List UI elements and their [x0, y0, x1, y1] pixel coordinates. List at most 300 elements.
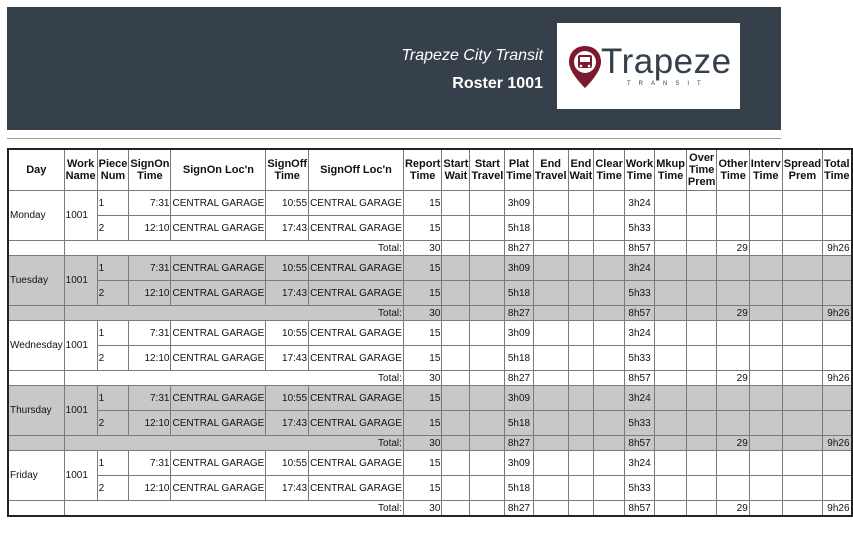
- other-time-cell: [717, 281, 749, 306]
- day-cell-blank: [8, 501, 64, 517]
- total-other-cell: 29: [717, 371, 749, 386]
- work-time-cell: 3h24: [624, 321, 654, 346]
- signoff-location-cell: CENTRAL GARAGE: [309, 256, 404, 281]
- report-time-cell: 15: [403, 451, 441, 476]
- overtime-prem-cell: [686, 321, 717, 346]
- clear-time-cell: [594, 411, 625, 436]
- signoff-time-cell: 10:55: [266, 386, 309, 411]
- clear-time-cell: [594, 386, 625, 411]
- total-work-cell: 8h57: [624, 436, 654, 451]
- end-travel-cell: [533, 321, 568, 346]
- start-travel-cell: [470, 216, 505, 241]
- report-time-cell: 15: [403, 386, 441, 411]
- table-row: [8, 216, 852, 241]
- total-other-cell: 29: [717, 501, 749, 517]
- mkup-time-cell: [655, 436, 687, 451]
- end-travel-cell: [533, 476, 568, 501]
- total-time-cell: [823, 191, 852, 216]
- spread-prem-cell: [782, 371, 822, 386]
- work-name-cell: 1001: [64, 321, 97, 371]
- day-cell-blank: [8, 436, 64, 451]
- signon-location-cell: CENTRAL GARAGE: [171, 216, 266, 241]
- total-row: [8, 241, 852, 256]
- work-time-cell: 3h24: [624, 386, 654, 411]
- interv-time-cell: [749, 321, 782, 346]
- total-report-cell: 30: [403, 436, 441, 451]
- total-label-cell: Total:: [64, 306, 403, 321]
- end-travel-cell: [533, 241, 568, 256]
- signoff-location-cell: CENTRAL GARAGE: [309, 411, 404, 436]
- column-header: SignOn Loc'n: [171, 149, 266, 191]
- end-wait-cell: [568, 436, 594, 451]
- piece-num-cell: 1: [97, 191, 129, 216]
- interv-time-cell: [749, 191, 782, 216]
- table-row: [8, 451, 852, 476]
- start-wait-cell: [442, 321, 470, 346]
- day-cell-blank: [8, 241, 64, 256]
- start-wait-cell: [442, 281, 470, 306]
- report-time-cell: 15: [403, 191, 441, 216]
- signoff-location-cell: CENTRAL GARAGE: [309, 476, 404, 501]
- report-time-cell: 15: [403, 346, 441, 371]
- signoff-location-cell: CENTRAL GARAGE: [309, 346, 404, 371]
- piece-num-cell: 2: [97, 476, 129, 501]
- day-cell: Friday: [8, 451, 64, 501]
- spread-prem-cell: [782, 241, 822, 256]
- company-name: Trapeze City Transit: [401, 47, 543, 64]
- start-travel-cell: [470, 476, 505, 501]
- total-time-cell: 9h26: [823, 501, 852, 517]
- end-travel-cell: [533, 501, 568, 517]
- report-time-cell: 15: [403, 411, 441, 436]
- end-travel-cell: [533, 216, 568, 241]
- end-wait-cell: [568, 216, 594, 241]
- plat-time-cell: 5h18: [505, 281, 533, 306]
- signoff-location-cell: CENTRAL GARAGE: [309, 451, 404, 476]
- work-name-cell: 1001: [64, 386, 97, 436]
- day-cell: Thursday: [8, 386, 64, 436]
- start-travel-cell: [470, 386, 505, 411]
- other-time-cell: [717, 451, 749, 476]
- work-time-cell: 5h33: [624, 346, 654, 371]
- column-header: Plat Time: [505, 149, 533, 191]
- start-travel-cell: [470, 411, 505, 436]
- overtime-prem-cell: [686, 281, 717, 306]
- overtime-prem-cell: [686, 346, 717, 371]
- column-header: Total Time: [823, 149, 852, 191]
- clear-time-cell: [594, 371, 625, 386]
- start-travel-cell: [470, 256, 505, 281]
- end-travel-cell: [533, 451, 568, 476]
- mkup-time-cell: [655, 306, 687, 321]
- trapeze-logo: [557, 23, 740, 109]
- interv-time-cell: [749, 281, 782, 306]
- spread-prem-cell: [782, 346, 822, 371]
- overtime-prem-cell: [686, 191, 717, 216]
- signon-time-cell: 7:31: [129, 191, 171, 216]
- signoff-location-cell: CENTRAL GARAGE: [309, 386, 404, 411]
- overtime-prem-cell: [686, 371, 717, 386]
- signoff-location-cell: CENTRAL GARAGE: [309, 216, 404, 241]
- start-travel-cell: [470, 451, 505, 476]
- spread-prem-cell: [782, 256, 822, 281]
- signon-time-cell: 12:10: [129, 346, 171, 371]
- end-travel-cell: [533, 281, 568, 306]
- end-wait-cell: [568, 346, 594, 371]
- start-travel-cell: [470, 371, 505, 386]
- total-row: [8, 501, 852, 517]
- interv-time-cell: [749, 306, 782, 321]
- end-wait-cell: [568, 321, 594, 346]
- total-other-cell: 29: [717, 241, 749, 256]
- total-plat-cell: 8h27: [505, 306, 533, 321]
- logo-subtext: TRANSIT: [627, 81, 709, 87]
- other-time-cell: [717, 476, 749, 501]
- overtime-prem-cell: [686, 411, 717, 436]
- signon-time-cell: 7:31: [129, 256, 171, 281]
- column-header: Spread Prem: [782, 149, 822, 191]
- spread-prem-cell: [782, 321, 822, 346]
- total-row: [8, 436, 852, 451]
- signoff-location-cell: CENTRAL GARAGE: [309, 321, 404, 346]
- end-wait-cell: [568, 306, 594, 321]
- total-time-cell: 9h26: [823, 306, 852, 321]
- work-time-cell: 3h24: [624, 191, 654, 216]
- signon-time-cell: 12:10: [129, 281, 171, 306]
- total-label-cell: Total:: [64, 436, 403, 451]
- interv-time-cell: [749, 346, 782, 371]
- start-wait-cell: [442, 241, 470, 256]
- total-time-cell: [823, 411, 852, 436]
- signon-location-cell: CENTRAL GARAGE: [171, 346, 266, 371]
- logo-wordmark: Trapeze: [601, 42, 732, 81]
- column-header: Start Travel: [470, 149, 505, 191]
- start-travel-cell: [470, 306, 505, 321]
- total-label-cell: Total:: [64, 371, 403, 386]
- signoff-time-cell: 17:43: [266, 476, 309, 501]
- total-time-cell: [823, 321, 852, 346]
- total-report-cell: 30: [403, 371, 441, 386]
- end-travel-cell: [533, 191, 568, 216]
- interv-time-cell: [749, 436, 782, 451]
- total-other-cell: 29: [717, 306, 749, 321]
- end-wait-cell: [568, 501, 594, 517]
- column-header: Other Time: [717, 149, 749, 191]
- mkup-time-cell: [655, 501, 687, 517]
- signoff-time-cell: 10:55: [266, 451, 309, 476]
- mkup-time-cell: [655, 256, 687, 281]
- plat-time-cell: 3h09: [505, 256, 533, 281]
- column-header: SignOff Loc'n: [309, 149, 404, 191]
- report-time-cell: 15: [403, 281, 441, 306]
- signoff-time-cell: 17:43: [266, 216, 309, 241]
- report-time-cell: 15: [403, 321, 441, 346]
- column-header: Mkup Time: [655, 149, 687, 191]
- signon-time-cell: 7:31: [129, 386, 171, 411]
- total-other-cell: 29: [717, 436, 749, 451]
- column-header: Clear Time: [594, 149, 625, 191]
- overtime-prem-cell: [686, 241, 717, 256]
- plat-time-cell: 5h18: [505, 216, 533, 241]
- start-wait-cell: [442, 386, 470, 411]
- spread-prem-cell: [782, 501, 822, 517]
- total-time-cell: [823, 386, 852, 411]
- work-time-cell: 5h33: [624, 281, 654, 306]
- total-time-cell: [823, 451, 852, 476]
- table-row: [8, 476, 852, 501]
- end-travel-cell: [533, 256, 568, 281]
- interv-time-cell: [749, 411, 782, 436]
- total-work-cell: 8h57: [624, 501, 654, 517]
- total-time-cell: 9h26: [823, 371, 852, 386]
- end-wait-cell: [568, 241, 594, 256]
- signon-location-cell: CENTRAL GARAGE: [171, 281, 266, 306]
- signon-location-cell: CENTRAL GARAGE: [171, 256, 266, 281]
- start-travel-cell: [470, 281, 505, 306]
- total-report-cell: 30: [403, 306, 441, 321]
- clear-time-cell: [594, 281, 625, 306]
- total-report-cell: 30: [403, 501, 441, 517]
- signoff-time-cell: 17:43: [266, 281, 309, 306]
- total-plat-cell: 8h27: [505, 241, 533, 256]
- interv-time-cell: [749, 386, 782, 411]
- piece-num-cell: 1: [97, 256, 129, 281]
- signon-location-cell: CENTRAL GARAGE: [171, 321, 266, 346]
- mkup-time-cell: [655, 451, 687, 476]
- interv-time-cell: [749, 216, 782, 241]
- mkup-time-cell: [655, 321, 687, 346]
- end-travel-cell: [533, 346, 568, 371]
- clear-time-cell: [594, 501, 625, 517]
- start-travel-cell: [470, 241, 505, 256]
- signon-time-cell: 12:10: [129, 476, 171, 501]
- signon-location-cell: CENTRAL GARAGE: [171, 191, 266, 216]
- work-time-cell: 5h33: [624, 216, 654, 241]
- spread-prem-cell: [782, 451, 822, 476]
- overtime-prem-cell: [686, 451, 717, 476]
- piece-num-cell: 1: [97, 386, 129, 411]
- mkup-time-cell: [655, 346, 687, 371]
- start-wait-cell: [442, 256, 470, 281]
- overtime-prem-cell: [686, 476, 717, 501]
- clear-time-cell: [594, 241, 625, 256]
- signoff-location-cell: CENTRAL GARAGE: [309, 281, 404, 306]
- start-wait-cell: [442, 436, 470, 451]
- column-header: Day: [8, 149, 64, 191]
- start-travel-cell: [470, 346, 505, 371]
- spread-prem-cell: [782, 281, 822, 306]
- table-row: [8, 256, 852, 281]
- total-plat-cell: 8h27: [505, 436, 533, 451]
- start-travel-cell: [470, 436, 505, 451]
- roster-table: [7, 148, 853, 517]
- spread-prem-cell: [782, 216, 822, 241]
- end-travel-cell: [533, 371, 568, 386]
- signon-time-cell: 12:10: [129, 411, 171, 436]
- table-body: [8, 191, 852, 517]
- other-time-cell: [717, 411, 749, 436]
- total-label-cell: Total:: [64, 501, 403, 517]
- interv-time-cell: [749, 451, 782, 476]
- day-cell: Wednesday: [8, 321, 64, 371]
- signoff-time-cell: 17:43: [266, 411, 309, 436]
- end-travel-cell: [533, 436, 568, 451]
- end-travel-cell: [533, 306, 568, 321]
- end-wait-cell: [568, 281, 594, 306]
- total-time-cell: 9h26: [823, 241, 852, 256]
- start-wait-cell: [442, 191, 470, 216]
- start-wait-cell: [442, 501, 470, 517]
- plat-time-cell: 3h09: [505, 451, 533, 476]
- overtime-prem-cell: [686, 436, 717, 451]
- interv-time-cell: [749, 371, 782, 386]
- overtime-prem-cell: [686, 256, 717, 281]
- signon-time-cell: 7:31: [129, 321, 171, 346]
- total-work-cell: 8h57: [624, 306, 654, 321]
- piece-num-cell: 2: [97, 346, 129, 371]
- plat-time-cell: 3h09: [505, 386, 533, 411]
- signoff-time-cell: 10:55: [266, 191, 309, 216]
- work-time-cell: 3h24: [624, 451, 654, 476]
- work-time-cell: 5h33: [624, 411, 654, 436]
- end-wait-cell: [568, 371, 594, 386]
- other-time-cell: [717, 321, 749, 346]
- column-header: Work Name: [64, 149, 97, 191]
- total-time-cell: [823, 256, 852, 281]
- signon-location-cell: CENTRAL GARAGE: [171, 476, 266, 501]
- other-time-cell: [717, 346, 749, 371]
- header-divider: [7, 138, 781, 139]
- other-time-cell: [717, 191, 749, 216]
- roster-title: Roster 1001: [452, 75, 543, 92]
- work-name-cell: 1001: [64, 451, 97, 501]
- table-row: [8, 281, 852, 306]
- mkup-time-cell: [655, 476, 687, 501]
- end-wait-cell: [568, 451, 594, 476]
- clear-time-cell: [594, 451, 625, 476]
- day-cell-blank: [8, 306, 64, 321]
- overtime-prem-cell: [686, 501, 717, 517]
- column-header: Piece Num: [97, 149, 129, 191]
- clear-time-cell: [594, 306, 625, 321]
- column-header: Interv Time: [749, 149, 782, 191]
- start-wait-cell: [442, 476, 470, 501]
- total-plat-cell: 8h27: [505, 501, 533, 517]
- total-work-cell: 8h57: [624, 241, 654, 256]
- start-wait-cell: [442, 451, 470, 476]
- interv-time-cell: [749, 256, 782, 281]
- report-time-cell: 15: [403, 256, 441, 281]
- signoff-time-cell: 10:55: [266, 256, 309, 281]
- total-time-cell: [823, 216, 852, 241]
- clear-time-cell: [594, 346, 625, 371]
- mkup-time-cell: [655, 411, 687, 436]
- column-header: SignOff Time: [266, 149, 309, 191]
- overtime-prem-cell: [686, 306, 717, 321]
- table-row: [8, 386, 852, 411]
- plat-time-cell: 5h18: [505, 346, 533, 371]
- report-time-cell: 15: [403, 476, 441, 501]
- start-travel-cell: [470, 501, 505, 517]
- total-time-cell: [823, 281, 852, 306]
- clear-time-cell: [594, 191, 625, 216]
- other-time-cell: [717, 386, 749, 411]
- start-wait-cell: [442, 346, 470, 371]
- table-header-row: [8, 149, 852, 191]
- spread-prem-cell: [782, 411, 822, 436]
- work-time-cell: 3h24: [624, 256, 654, 281]
- signon-location-cell: CENTRAL GARAGE: [171, 386, 266, 411]
- piece-num-cell: 1: [97, 451, 129, 476]
- day-cell: Tuesday: [8, 256, 64, 306]
- report-time-cell: 15: [403, 216, 441, 241]
- total-report-cell: 30: [403, 241, 441, 256]
- table-row: [8, 321, 852, 346]
- total-time-cell: [823, 346, 852, 371]
- signoff-time-cell: 10:55: [266, 321, 309, 346]
- table-row: [8, 191, 852, 216]
- overtime-prem-cell: [686, 386, 717, 411]
- end-travel-cell: [533, 386, 568, 411]
- start-wait-cell: [442, 371, 470, 386]
- piece-num-cell: 1: [97, 321, 129, 346]
- mkup-time-cell: [655, 216, 687, 241]
- piece-num-cell: 2: [97, 281, 129, 306]
- plat-time-cell: 3h09: [505, 321, 533, 346]
- signon-time-cell: 12:10: [129, 216, 171, 241]
- mkup-time-cell: [655, 386, 687, 411]
- location-pin-icon: [567, 45, 603, 89]
- start-travel-cell: [470, 191, 505, 216]
- column-header: SignOn Time: [129, 149, 171, 191]
- plat-time-cell: 3h09: [505, 191, 533, 216]
- signon-location-cell: CENTRAL GARAGE: [171, 411, 266, 436]
- clear-time-cell: [594, 436, 625, 451]
- mkup-time-cell: [655, 371, 687, 386]
- work-time-cell: 5h33: [624, 476, 654, 501]
- column-header: End Travel: [533, 149, 568, 191]
- signon-location-cell: CENTRAL GARAGE: [171, 451, 266, 476]
- interv-time-cell: [749, 241, 782, 256]
- signoff-location-cell: CENTRAL GARAGE: [309, 191, 404, 216]
- end-wait-cell: [568, 191, 594, 216]
- clear-time-cell: [594, 476, 625, 501]
- start-wait-cell: [442, 216, 470, 241]
- day-cell: Monday: [8, 191, 64, 241]
- interv-time-cell: [749, 476, 782, 501]
- total-plat-cell: 8h27: [505, 371, 533, 386]
- mkup-time-cell: [655, 191, 687, 216]
- signoff-time-cell: 17:43: [266, 346, 309, 371]
- interv-time-cell: [749, 501, 782, 517]
- spread-prem-cell: [782, 436, 822, 451]
- start-wait-cell: [442, 306, 470, 321]
- end-travel-cell: [533, 411, 568, 436]
- end-wait-cell: [568, 386, 594, 411]
- table-row: [8, 411, 852, 436]
- end-wait-cell: [568, 411, 594, 436]
- overtime-prem-cell: [686, 216, 717, 241]
- mkup-time-cell: [655, 281, 687, 306]
- work-name-cell: 1001: [64, 256, 97, 306]
- total-row: [8, 371, 852, 386]
- mkup-time-cell: [655, 241, 687, 256]
- spread-prem-cell: [782, 476, 822, 501]
- plat-time-cell: 5h18: [505, 411, 533, 436]
- column-header: Work Time: [624, 149, 654, 191]
- total-row: [8, 306, 852, 321]
- other-time-cell: [717, 256, 749, 281]
